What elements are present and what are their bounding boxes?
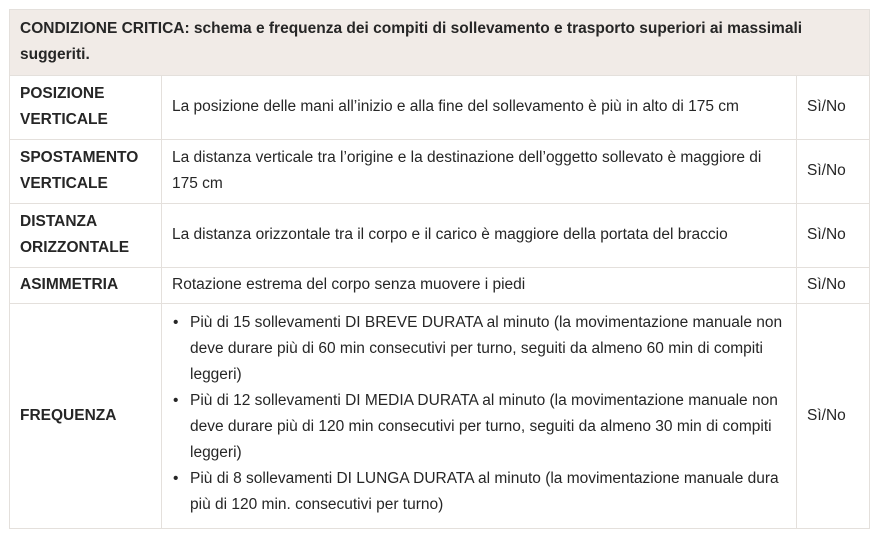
- list-item-text: Più di 15 sollevamenti DI BREVE DURATA al minuto (la movimentazione manuale non deve durare più di 60 min consecutivi per turno, seguiti da almeno 60 min di compiti leggeri): [190, 314, 783, 383]
- row-description: La distanza orizzontale tra il corpo e il carico è maggiore della portata del braccio: [162, 204, 797, 268]
- row-description: La distanza verticale tra l’origine e la destinazione dell’oggetto sollevato è maggiore di 175 cm: [162, 140, 797, 204]
- row-label-line: POSIZIONE: [20, 85, 105, 102]
- list-item-text: Più di 12 sollevamenti DI MEDIA DURATA al minuto (la movimentazione manuale non deve durare più di 120 min consecutivi per turno, seguiti da almeno 30 min di compiti leggeri): [190, 392, 778, 461]
- row-label: [10, 204, 162, 268]
- row-answer: Sì/No: [797, 268, 870, 304]
- list-item: [173, 388, 786, 466]
- row-answer: Sì/No: [797, 304, 870, 529]
- critical-condition-table: [9, 9, 870, 529]
- bullet-icon: •: [173, 314, 179, 331]
- table-row: [10, 204, 870, 268]
- table-row: [10, 140, 870, 204]
- table-header-row: [10, 10, 870, 76]
- table-row: [10, 76, 870, 140]
- table-title: CONDIZIONE CRITICA: schema e frequenza dei compiti di sollevamento e trasporto superiori ai massimali suggeriti.: [10, 10, 870, 76]
- row-label-line: SPOSTAMENTO: [20, 149, 139, 166]
- list-item: [173, 466, 786, 518]
- row-label-line: ORIZZONTALE: [20, 239, 130, 256]
- bullet-icon: •: [173, 392, 179, 409]
- row-answer: Sì/No: [797, 76, 870, 140]
- row-description: La posizione delle mani all’inizio e alla fine del sollevamento è più in alto di 175 cm: [162, 76, 797, 140]
- row-answer: Sì/No: [797, 204, 870, 268]
- row-label: [10, 76, 162, 140]
- frequency-description: [162, 304, 797, 529]
- row-label-line: DISTANZA: [20, 213, 98, 230]
- list-item: [173, 310, 786, 388]
- frequency-label: FREQUENZA: [10, 304, 162, 529]
- row-label: [10, 140, 162, 204]
- row-description: Rotazione estrema del corpo senza muovere i piedi: [162, 268, 797, 304]
- row-label: ASIMMETRIA: [10, 268, 162, 304]
- frequency-list: [172, 310, 786, 518]
- list-item-text: Più di 8 sollevamenti DI LUNGA DURATA al minuto (la movimentazione manuale dura più di 120 min. consecutivi per turno): [190, 470, 779, 513]
- row-answer: Sì/No: [797, 140, 870, 204]
- table-row: [10, 268, 870, 304]
- row-label-line: VERTICALE: [20, 175, 108, 192]
- bullet-icon: •: [173, 470, 179, 487]
- row-label-line: VERTICALE: [20, 111, 108, 128]
- table-row-frequency: [10, 304, 870, 529]
